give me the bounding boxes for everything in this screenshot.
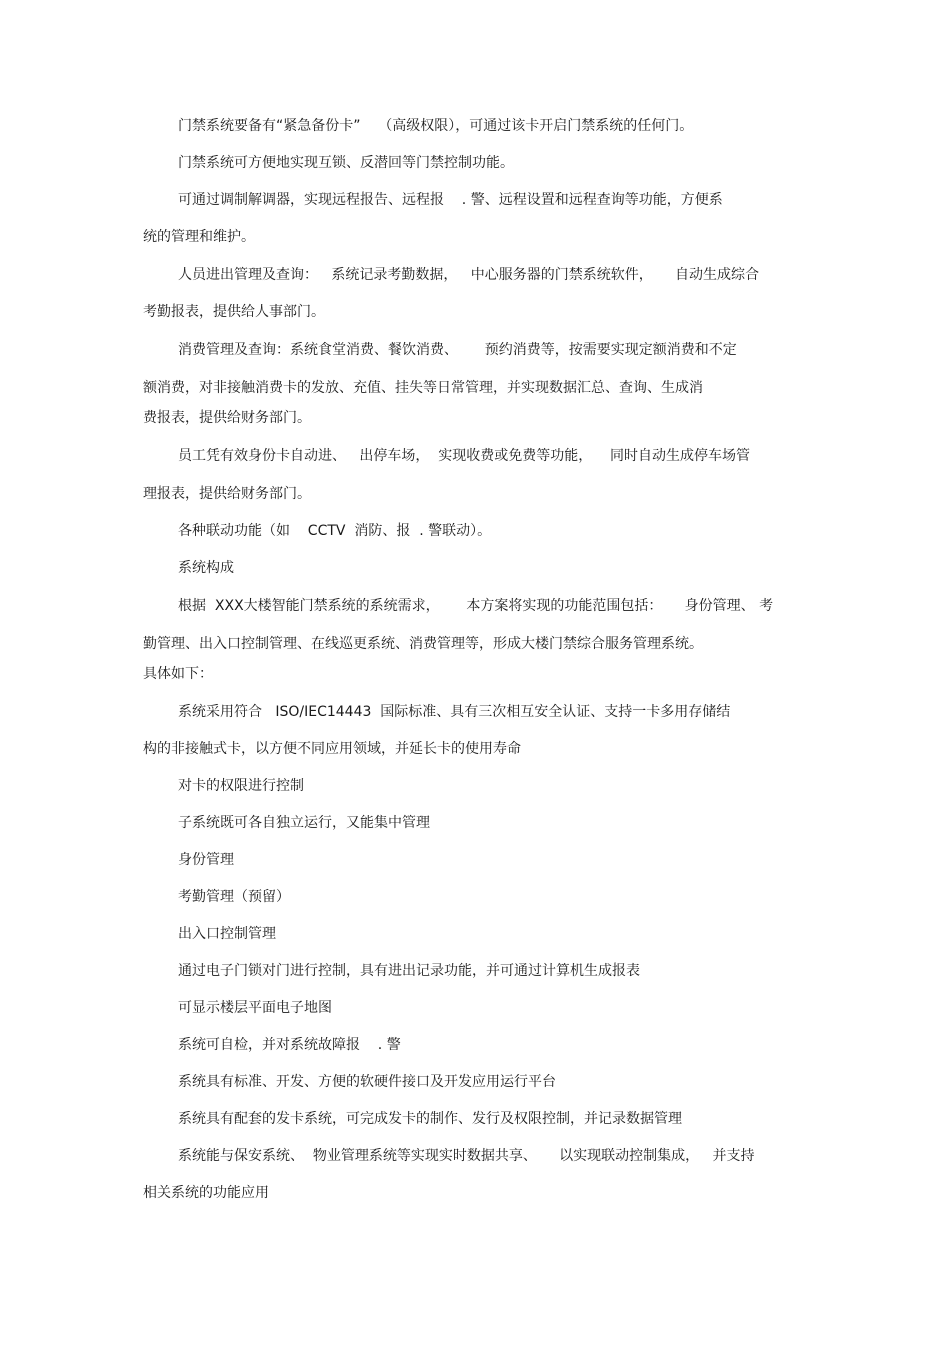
item-card-permission: 对卡的权限进行控制 bbox=[178, 778, 304, 794]
item-floor-map: 可显示楼层平面电子地图 bbox=[178, 1000, 332, 1016]
paragraph-card-standard-line-1: 系统采用符合 ISO/IEC14443 国际标准、具有三次相互安全认证、支持一卡多用存储结 bbox=[178, 704, 731, 720]
paragraph-modem-line-1: 可通过调制解调器，实现远程报告、远程报 . 警、远程设置和远程查询等功能，方便系 bbox=[178, 192, 723, 208]
paragraph-interlock: 门禁系统可方便地实现互锁、反潜回等门禁控制功能。 bbox=[178, 155, 514, 171]
paragraph-consumption-line-3: 费报表，提供给财务部门。 bbox=[143, 410, 311, 426]
paragraph-parking-line-2: 理报表，提供给财务部门。 bbox=[143, 486, 311, 502]
heading-system-composition: 系统构成 bbox=[178, 560, 234, 576]
item-card-issuing: 系统具有配套的发卡系统，可完成发卡的制作、发行及权限控制，并记录数据管理 bbox=[178, 1111, 682, 1127]
item-electronic-lock: 通过电子门锁对门进行控制，具有进出记录功能，并可通过计算机生成报表 bbox=[178, 963, 640, 979]
paragraph-consumption-line-2: 额消费，对非接触消费卡的发放、充值、挂失等日常管理，并实现数据汇总、查询、生成消 bbox=[143, 380, 703, 396]
item-self-check: 系统可自检，并对系统故障报 . 警 bbox=[178, 1037, 401, 1053]
paragraph-modem-line-2: 统的管理和维护。 bbox=[143, 229, 255, 245]
paragraph-consumption-line-1: 消费管理及查询：系统食堂消费、餐饮消费、 预约消费等，按需要实现定额消费和不定 bbox=[178, 342, 737, 358]
paragraph-scope-line-2: 勤管理、出入口控制管理、在线巡更系统、消费管理等，形成大楼门禁综合服务管理系统。 bbox=[143, 636, 703, 652]
paragraph-data-sharing-line-2: 相关系统的功能应用 bbox=[143, 1185, 269, 1201]
item-identity-management: 身份管理 bbox=[178, 852, 234, 868]
paragraph-card-standard-line-2: 构的非接触式卡，以方便不同应用领域，并延长卡的使用寿命 bbox=[143, 741, 521, 757]
item-entry-control: 出入口控制管理 bbox=[178, 926, 276, 942]
document-body bbox=[143, 114, 813, 1205]
item-subsystem-management: 子系统既可各自独立运行，又能集中管理 bbox=[178, 815, 430, 831]
item-attendance-management: 考勤管理（预留） bbox=[178, 889, 290, 905]
paragraph-linkage: 各种联动功能（如 CCTV 消防、报 . 警联动）。 bbox=[178, 523, 492, 539]
paragraph-scope-line-1: 根据 XXX大楼智能门禁系统的系统需求， 本方案将实现的功能范围包括： 身份管理、 考 bbox=[178, 598, 774, 614]
paragraph-attendance-line-1: 人员进出管理及查询： 系统记录考勤数据， 中心服务器的门禁系统软件， 自动生成综合 bbox=[178, 267, 759, 283]
paragraph-attendance-line-2: 考勤报表，提供给人事部门。 bbox=[143, 304, 325, 320]
paragraph-emergency-card: 门禁系统要备有“紧急备份卡” （高级权限），可通过该卡开启门禁系统的任何门。 bbox=[178, 118, 694, 134]
item-interface-platform: 系统具有标准、开发、方便的软硬件接口及开发应用运行平台 bbox=[178, 1074, 556, 1090]
paragraph-data-sharing-line-1: 系统能与保安系统、 物业管理系统等实现实时数据共享、 以实现联动控制集成， 并支持 bbox=[178, 1148, 755, 1164]
paragraph-details-intro: 具体如下： bbox=[143, 666, 213, 682]
paragraph-parking-line-1: 员工凭有效身份卡自动进、 出停车场， 实现收费或免费等功能， 同时自动生成停车场管 bbox=[178, 448, 751, 464]
